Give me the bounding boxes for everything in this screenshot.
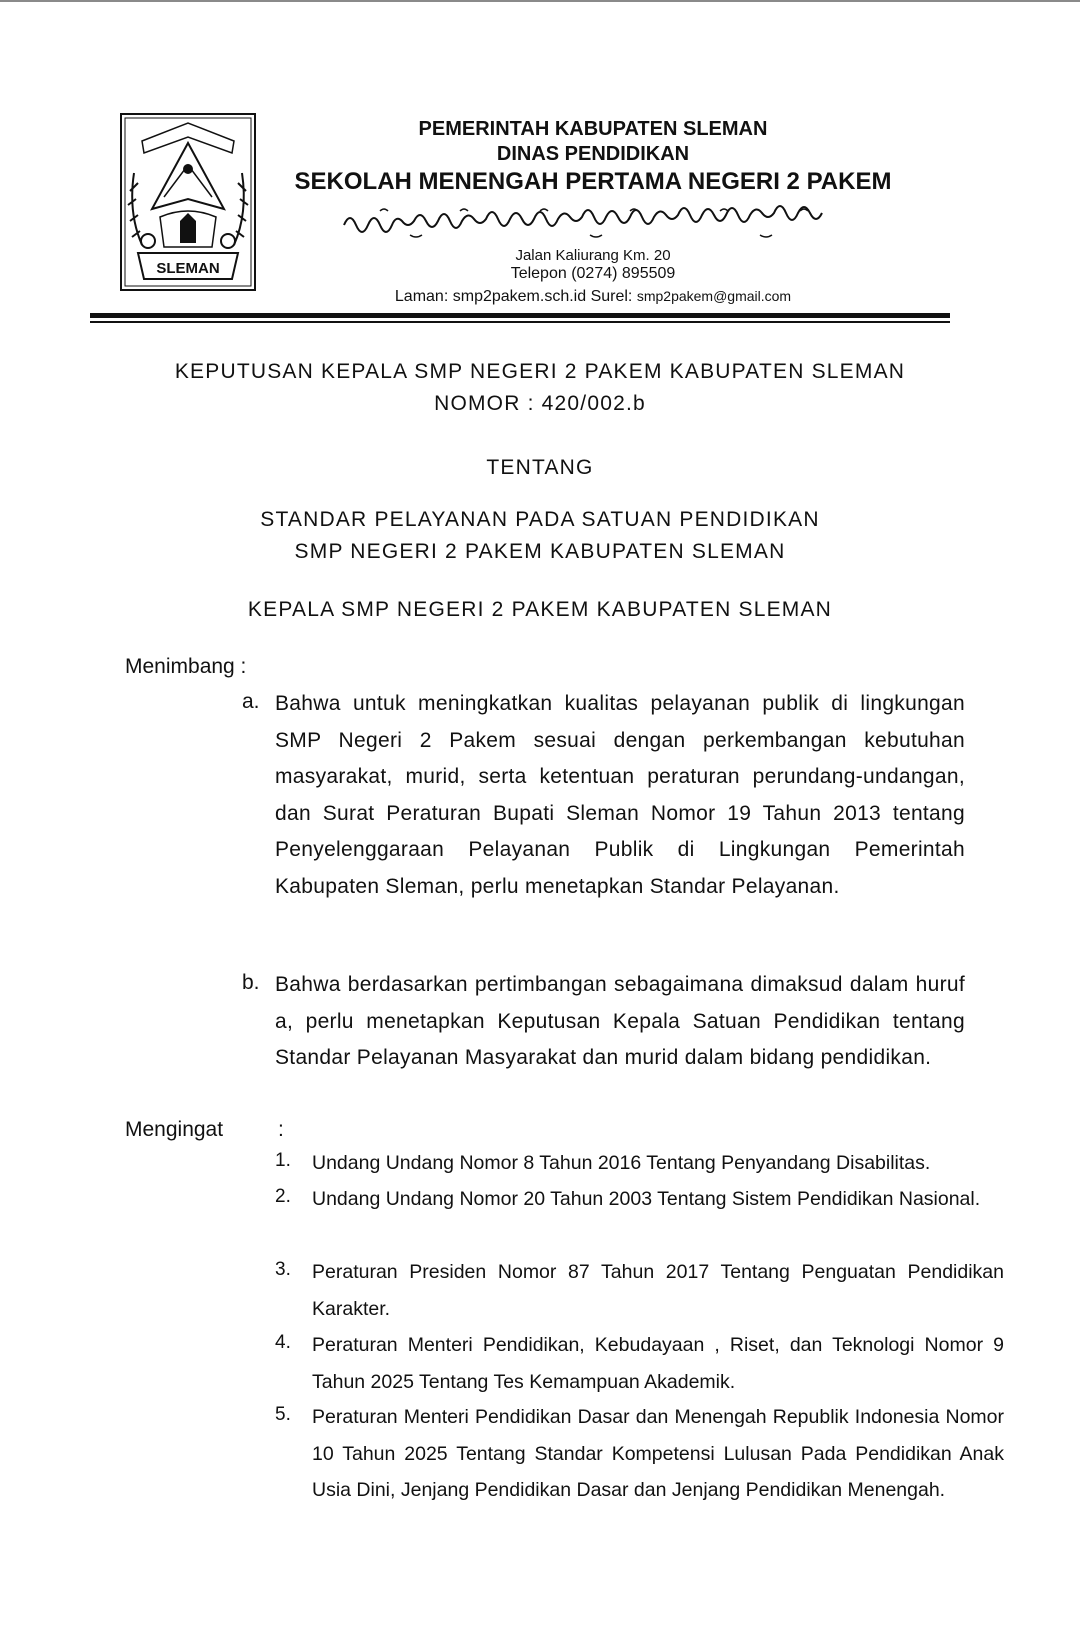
law-number-5: 5. xyxy=(275,1404,291,1425)
letterhead-government: PEMERINTAH KABUPATEN SLEMAN xyxy=(418,118,768,140)
menimbang-marker-a: a. xyxy=(242,690,260,713)
mengingat-label: Mengingat xyxy=(125,1118,224,1141)
web-label: Laman: xyxy=(394,288,449,305)
law-number-1: 1. xyxy=(275,1150,291,1171)
sleman-emblem-logo xyxy=(120,113,256,291)
menimbang-marker-b: b. xyxy=(242,971,260,994)
mengingat-colon: : xyxy=(278,1118,284,1141)
email-label: Surel: xyxy=(590,288,633,305)
letterhead-address: Jalan Kaliurang Km. 20 xyxy=(515,247,671,264)
law-number-2: 2. xyxy=(275,1186,291,1207)
law-item-2: Undang Undang Nomor 20 Tahun 2003 Tentang Sistem Pendidikan Nasional. xyxy=(312,1188,981,1210)
law-number-3: 3. xyxy=(275,1259,291,1280)
javanese-script-line xyxy=(340,205,830,241)
law-item-4: Peraturan Menteri Pendidikan, Kebudayaan , Riset, dan Teknologi Nomor 9 Tahun 2025 Tentang Tes Kemampuan Akademik. xyxy=(312,1334,1004,1393)
letterhead-department: DINAS PENDIDIKAN xyxy=(496,143,690,165)
law-number-4: 4. xyxy=(275,1332,291,1353)
decree-number: NOMOR : 420/002.b xyxy=(434,392,646,415)
letterhead-rule-thin xyxy=(90,321,950,323)
law-item-5: Peraturan Menteri Pendidikan Dasar dan Menengah Republik Indonesia Nomor 10 Tahun 2025 Tentang Standar Kompetensi Lulusan Pada Pendidikan Anak Usia Dini, Jenjang Pendidikan Dasar dan Jenjang Pendidikan Menengah. xyxy=(312,1406,1004,1501)
decree-subject-line-1: STANDAR PELAYANAN PADA SATUAN PENDIDIKAN xyxy=(260,508,820,531)
letterhead-school-name: SEKOLAH MENENGAH PERTAMA NEGERI 2 PAKEM xyxy=(294,168,892,195)
menimbang-label: Menimbang : xyxy=(125,655,247,678)
email: smp2pakem@gmail.com xyxy=(636,288,792,304)
decree-issuer: KEPALA SMP NEGERI 2 PAKEM KABUPATEN SLEMAN xyxy=(247,598,833,621)
decree-title: KEPUTUSAN KEPALA SMP NEGERI 2 PAKEM KABUPATEN SLEMAN xyxy=(174,360,906,383)
decree-subject-line-2: SMP NEGERI 2 PAKEM KABUPATEN SLEMAN xyxy=(294,540,786,563)
menimbang-item-a: Bahwa untuk meningkatkan kualitas pelayanan publik di lingkungan SMP Negeri 2 Pakem sesuai dengan perkembangan kebutuhan masyarakat, murid, serta ketentuan peraturan perundang-undangan, dan Surat Peraturan Bupati Sleman Nomor 19 Tahun 2013 tentang Penyelenggaraan Pelayanan Publik di Lingkungan Pemerintah Kabupaten Sleman, perlu menetapkan Standar Pelayanan. xyxy=(275,692,965,898)
letterhead-contact xyxy=(268,288,918,306)
decree-about: TENTANG xyxy=(486,456,594,479)
letterhead-rule-thick xyxy=(90,313,950,318)
top-border xyxy=(0,0,1080,2)
letterhead-phone: Telepon (0274) 895509 xyxy=(510,265,676,282)
law-item-3: Peraturan Presiden Nomor 87 Tahun 2017 Tentang Penguatan Pendidikan Karakter. xyxy=(312,1261,1004,1320)
law-item-1: Undang Undang Nomor 8 Tahun 2016 Tentang Penyandang Disabilitas. xyxy=(312,1152,931,1174)
menimbang-item-b: Bahwa berdasarkan pertimbangan sebagaimana dimaksud dalam huruf a, perlu menetapkan Keputusan Kepala Satuan Pendidikan tentang Standar Pelayanan Masyarakat dan murid dalam bidang pendidikan. xyxy=(275,973,965,1069)
website: smp2pakem.sch.id xyxy=(452,288,587,305)
logo-text: SLEMAN xyxy=(156,260,220,277)
